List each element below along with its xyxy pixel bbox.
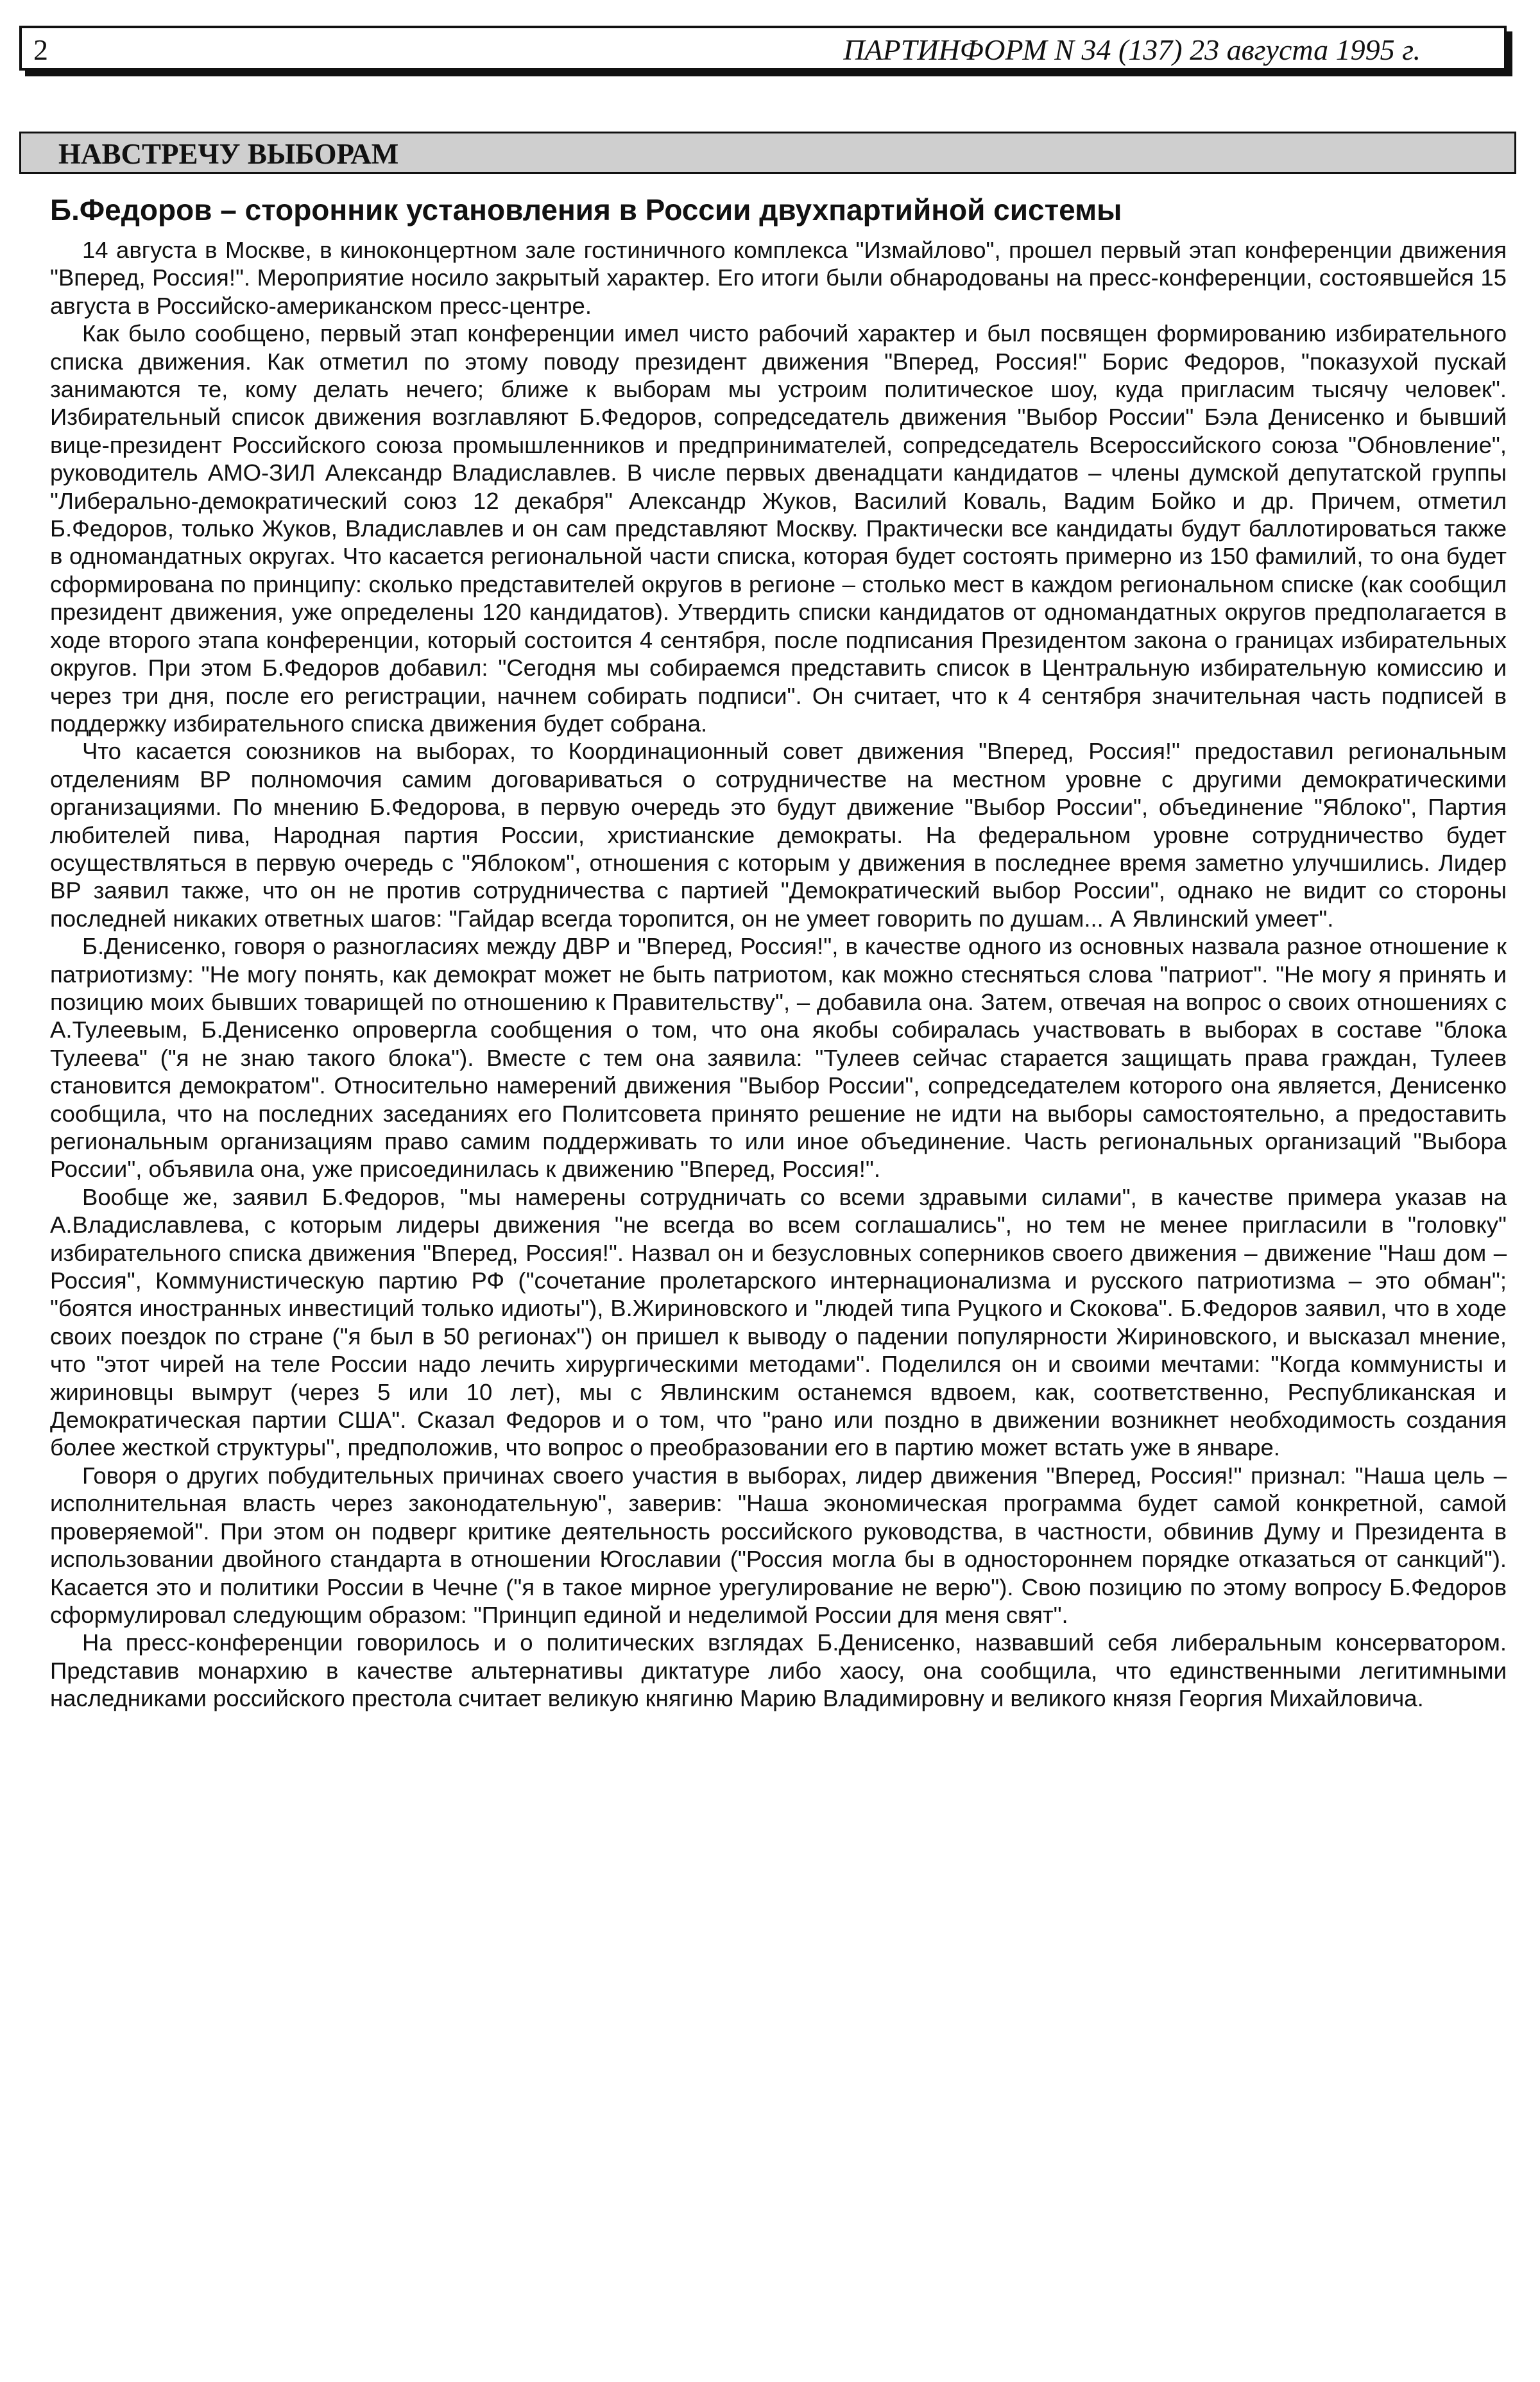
- article-paragraph: Б.Денисенко, говоря о разногласиях между ДВР и "Вперед, Россия!", в качестве одного из основных назвала разное отношение к патриотизму: "Не могу понять, как демократ может не быть патриотом, как можно стесняться слова "патриот". "Не могу я принять и позицию моих бывших товарищей по отношению к Правительству", – добавила она. Затем, отвечая на вопрос о своих отношениях с А.Тулеевым, Б.Денисенко опровергла сообщения о том, что она якобы собиралась участвовать в выборах в составе "блока Тулеева" ("я не знаю такого блока"). Вместе с тем она заявила: "Тулеев сейчас старается защищать права граждан, Тулеев становится демократом". Относительно намерений движения "Выбор России", сопредседателем которого она является, Денисенко сообщила, что на последних заседаниях его Политсовета принято решение не идти на выборы самостоятельно, а предоставить региональным организациям право самим поддерживать то или иное объединение. Часть региональных организаций "Выбора России", объявила она, уже присоединилась к движению "Вперед, Россия!".: [50, 933, 1507, 1183]
- issue-info: ПАРТИНФОРМ N 34 (137) 23 августа 1995 г.: [843, 33, 1421, 66]
- section-title: НАВСТРЕЧУ ВЫБОРАМ: [58, 138, 399, 170]
- article-paragraph: Как было сообщено, первый этап конференции имел чисто рабочий характер и был посвящен формированию избирательного списка движения. Как отметил по этому поводу президент движения "Вперед, Россия!" Борис Федоров, "показухой пускай занимаются те, кому делать нечего; ближе к выборам мы устроим политическое шоу, куда пригласим тысячу человек". Избирательный список движения возглавляют Б.Федоров, сопредседатель движения "Выбор России" Бэла Денисенко и бывший вице-президент Российского союза промышленников и предпринимателей, сопредседатель Всероссийского союза "Обновление", руководитель АМО-ЗИЛ Александр Владиславлев. В числе первых двенадцати кандидатов – члены думской депутатской группы "Либерально-демократический союз 12 декабря" Александр Жуков, Василий Коваль, Вадим Бойко и др. Причем, отметил Б.Федоров, только Жуков, Владиславлев и он сам представляют Москву. Практически все кандидаты будут баллотироваться также в одномандатных округах. Что касается региональной части списка, которая будет состоять примерно из 150 фамилий, то она будет сформирована по принципу: сколько представителей округов в регионе – столько мест в каждом региональном списке (как сообщил президент движения, уже определены 120 кандидатов). Утвердить списки кандидатов от одномандатных округов предполагается в ходе второго этапа конференции, который состоится 4 сентября, после подписания Президентом закона о границах избирательных округов. При этом Б.Федоров добавил: "Сегодня мы собираемся представить список в Центральную избирательную комиссию и через три дня, после его регистрации, начнем собирать подписи". Он считает, что к 4 сентября значительная часть подписей в поддержку избирательного списка движения будет собрана.: [50, 320, 1507, 737]
- page-header: [19, 26, 1507, 71]
- article-headline: Б.Федоров – сторонник установления в России двухпартийной системы: [50, 193, 1122, 227]
- page-number: 2: [33, 33, 48, 66]
- article-body: [50, 236, 1507, 1713]
- article-paragraph: На пресс-конференции говорилось и о политических взглядах Б.Денисенко, назвавший себя либеральным консерватором. Представив монархию в качестве альтернативы диктатуре либо хаосу, она сообщила, что единственными легитимными наследниками российского престола считает великую княгиню Марию Владимировну и великого князя Георгия Михайловича.: [50, 1629, 1507, 1712]
- article-paragraph: Вообще же, заявил Б.Федоров, "мы намерены сотрудничать со всеми здравыми силами", в качестве примера указав на А.Владиславлева, с которым лидеры движения "не всегда во всем соглашались", но тем не менее пригласили в "головку" избирательного списка движения "Вперед, Россия!". Назвал он и безусловных соперников своего движения – движение "Наш дом – Россия", Коммунистическую партию РФ ("сочетание пролетарского интернационализма и русского патриотизма – это обман"; "боятся иностранных инвестиций только идиоты"), В.Жириновского и "людей типа Руцкого и Скокова". Б.Федоров заявил, что в ходе своих поездок по стране ("я был в 50 регионах") он пришел к выводу о падении популярности Жириновского, и высказал мнение, что "этот чирей на теле России надо лечить хирургическими методами". Поделился он и своими мечтами: "Когда коммунисты и жириновцы вымрут (через 5 или 10 лет), мы с Явлинским останемся вдвоем, как, соответственно, Республиканская и Демократическая партии США". Сказал Федоров и о том, что "рано или поздно в движении возникнет необходимость создания более жесткой структуры", предположив, что вопрос о преобразовании его в партию может встать уже в январе.: [50, 1183, 1507, 1461]
- article-paragraph: 14 августа в Москве, в киноконцертном зале гостиничного комплекса "Измайлово", прошел первый этап конференции движения "Вперед, Россия!". Мероприятие носило закрытый характер. Его итоги были обнародованы на пресс-конференции, состоявшейся 15 августа в Российско-американском пресс-центре.: [50, 237, 1507, 319]
- article-paragraph: Говоря о других побудительных причинах своего участия в выборах, лидер движения "Вперед, Россия!" признал: "Наша цель – исполнительная власть через законодательную", заверив: "Наша экономическая программа будет самой конкретной, самой проверяемой". При этом он подверг критике деятельность российского руководства, в частности, обвинив Думу и Президента в использовании двойного стандарта в отношении Югославии ("Россия могла бы в одностороннем порядке отказаться от санкций"). Касается это и политики России в Чечне ("я в такое мирное урегулирование не верю"). Свою позицию по этому вопросу Б.Федоров сформулировал следующим образом: "Принцип единой и неделимой России для меня свят".: [50, 1462, 1507, 1628]
- section-banner: [19, 132, 1516, 174]
- article-paragraph: Что касается союзников на выборах, то Координационный совет движения "Вперед, Россия!" предоставил региональным отделениям ВР полномочия самим договариваться о сотрудничестве на местном уровне с другими демократическими организациями. По мнению Б.Федорова, в первую очередь это будут движение "Выбор России", объединение "Яблоко", Партия любителей пива, Народная партия России, христианские демократы. На федеральном уровне сотрудничество будет осуществляться в первую очередь с "Яблоком", отношения с которым у движения в последнее время заметно улучшились. Лидер ВР заявил также, что он не против сотрудничества с партией "Демократический выбор России", однако не видит со стороны последней никаких ответных шагов: "Гайдар всегда торопится, он не умеет говорить по душам... А Явлинский умеет".: [50, 738, 1507, 932]
